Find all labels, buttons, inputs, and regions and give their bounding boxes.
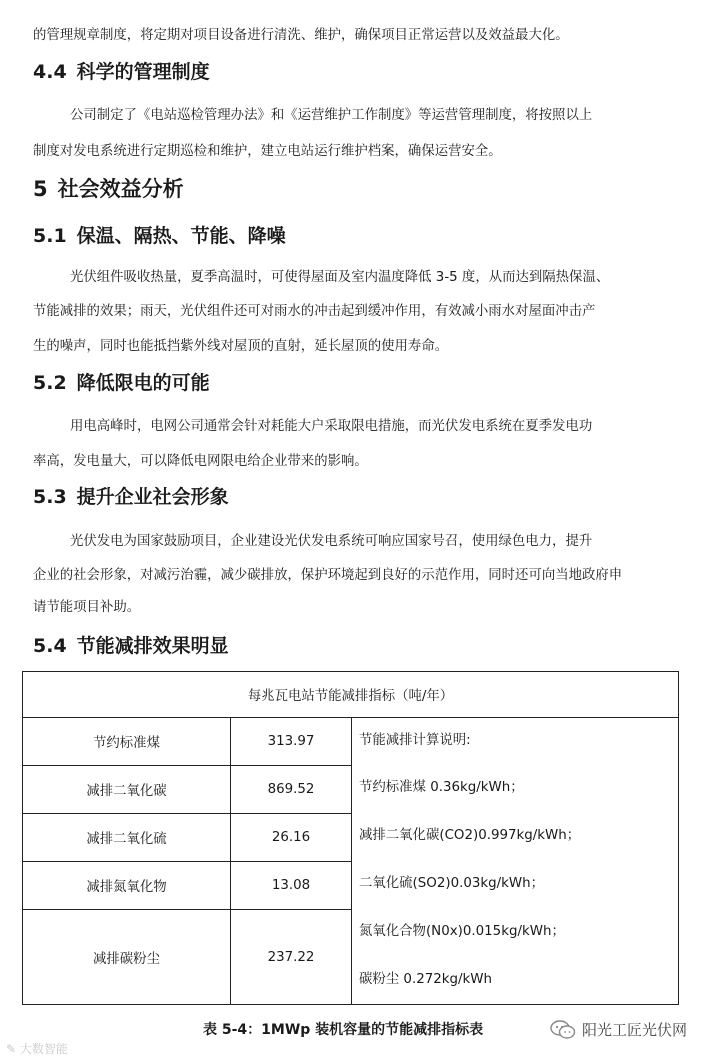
- section-number: 5.2: [33, 372, 67, 394]
- paragraph-line: 生的噪声，同时也能抵挡紫外线对屋顶的直射，延长屋顶的使用寿命。: [33, 339, 449, 354]
- text-run: 提升: [565, 534, 593, 549]
- row-name: 节约标准煤: [23, 718, 231, 766]
- emission-reduction-table: [22, 671, 679, 1005]
- section-heading-5-3: [33, 484, 229, 510]
- paragraph-line: 制度对发电系统进行定期巡检和维护，建立电站运行维护档案，确保运营安全。: [33, 144, 502, 159]
- chat-icon: ✎: [6, 1042, 20, 1056]
- section-number: 4.4: [33, 61, 67, 83]
- row-value: 313.97: [231, 718, 352, 766]
- table-caption: 表 5-4：1MWp 装机容量的节能减排指标表: [203, 1022, 484, 1038]
- text-run: 同时还可向当地政府申: [488, 568, 623, 583]
- section-number: 5.3: [33, 486, 67, 508]
- section-title: 社会效益分析: [57, 177, 184, 201]
- section-heading-4-4: [33, 59, 210, 85]
- row-name: 减排二氧化碳: [23, 766, 231, 814]
- text-run: 企业的社会形象，对减污治霾，减少碳排放，保护环境起到良好的示范作用，: [33, 568, 489, 583]
- section-title: 科学的管理制度: [76, 61, 210, 83]
- row-value: 869.52: [231, 766, 352, 814]
- paragraph-line: 用电高峰时，电网公司通常会针对耗能大户采取限电措施，而光伏发电系统在夏季发电功: [70, 419, 593, 434]
- watermark-left: [6, 1040, 68, 1057]
- section-number: 5: [33, 177, 48, 201]
- note-line: 节能减排计算说明:: [359, 733, 471, 748]
- row-name: 减排氮氧化物: [23, 862, 231, 910]
- text-run: 光伏发电为国家鼓励项目，企业建设光伏发电系统可响应国家号召，使用绿色电力，: [70, 534, 566, 549]
- note-line: 氮氧化合物(N0x)0.015kg/kWh；: [359, 924, 565, 939]
- table-header: 每兆瓦电站节能减排指标（吨/年）: [23, 672, 679, 718]
- paragraph-line: 公司制定了《电站巡检管理办法》和《运营维护工作制度》等运营管理制度，将按照以上: [70, 108, 593, 123]
- section-number: 5.4: [33, 635, 67, 657]
- paragraph-line: [70, 532, 709, 552]
- chapter-heading-5: [33, 175, 184, 203]
- note-line: 二氧化硫(SO2)0.03kg/kWh；: [359, 876, 545, 891]
- section-heading-5-1: [33, 223, 286, 249]
- paragraph-line: 的管理规章制度，将定期对项目设备进行清洗、维护，确保项目正常运营以及效益最大化。: [33, 28, 569, 43]
- note-line: 减排二氧化碳(CO2)0.997kg/kWh；: [359, 828, 581, 843]
- calculation-notes: [352, 718, 679, 1005]
- paragraph-line: 光伏组件吸收热量，夏季高温时，可使得屋面及室内温度降低 3-5 度，从而达到隔热保温、: [70, 270, 610, 285]
- section-title: 降低限电的可能: [76, 372, 210, 394]
- section-title: 保温、隔热、节能、降噪: [76, 225, 286, 247]
- row-name: 减排二氧化硫: [23, 814, 231, 862]
- section-heading-5-4: [33, 633, 229, 659]
- paragraph-line: 节能减排的效果；雨天，光伏组件还可对雨水的冲击起到缓冲作用，有效减小雨水对屋面冲击产: [33, 304, 596, 319]
- section-title: 提升企业社会形象: [76, 486, 229, 508]
- paragraph-line: 率高，发电量大，可以降低电网限电给企业带来的影响。: [33, 454, 368, 469]
- row-name: 减排碳粉尘: [23, 910, 231, 1005]
- watermark-right: [550, 1019, 687, 1040]
- section-title: 节能减排效果明显: [76, 635, 229, 657]
- row-value: 13.08: [231, 862, 352, 910]
- section-number: 5.1: [33, 225, 67, 247]
- note-line: 碳粉尘 0.272kg/kWh: [359, 972, 493, 987]
- section-heading-5-2: [33, 370, 210, 396]
- watermark-text: 阳光工匠光伏网: [581, 1021, 687, 1039]
- note-line: 节约标准煤 0.36kg/kWh；: [359, 780, 524, 795]
- paragraph-line: 请节能项目补助。: [33, 600, 141, 615]
- row-value: 26.16: [231, 814, 352, 862]
- watermark-text: 大数智能: [19, 1042, 68, 1056]
- wechat-icon: [550, 1020, 576, 1040]
- paragraph-line: [33, 566, 683, 586]
- table-row: [23, 718, 679, 766]
- row-value: 237.22: [231, 910, 352, 1005]
